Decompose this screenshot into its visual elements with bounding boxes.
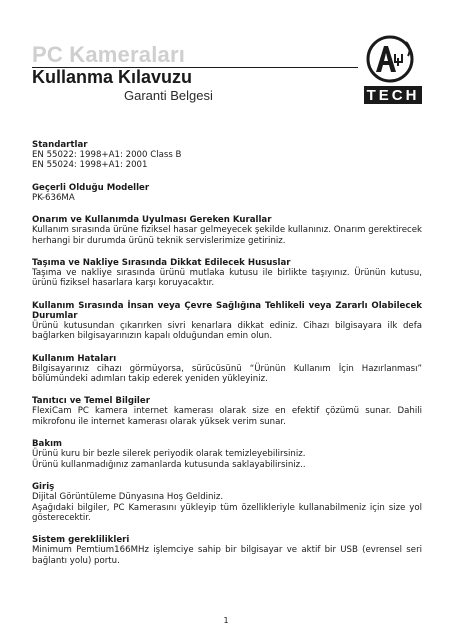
section-maintenance [32,439,422,470]
page-number: 1 [223,616,229,625]
section-heading: Giriş [32,482,55,493]
section-text: PK-636MA [32,192,75,203]
section-hazards [32,301,422,342]
section-heading: Tanıtıcı ve Temel Bilgiler [32,396,150,407]
product-title: PC Kameraları [32,42,186,67]
section-text: EN 55024: 1998+A1: 2001 [32,160,148,171]
section-text: Taşıma ve nakliye sırasında ürünü mutlaka kutusu ile birlikte taşıyınız. Ürünün kutusu, ürünü fiziksel hasarlara karşı koruyacaktır. [32,268,422,289]
section-text: Bilgisayarınız cihazı görmüyorsa, sürücüsünü “Ürünün Kullanım İçin Hazırlanması” bölümündeki adımları takip ederek yeniden yükleyiniz. [32,363,422,385]
section-repair-rules [32,215,422,246]
section-heading: Standartlar [32,140,88,150]
section-intro [32,482,422,523]
section-text: Dijital Görüntüleme Dünyasına Hoş Geldiniz. [32,492,224,503]
section-heading: Bakım [32,439,62,450]
section-heading: Onarım ve Kullanımda Uyulması Gereken Kurallar [32,215,272,226]
section-text: Ürünü kullanmadığınız zamanlarda kutusunda saklayabilirsiniz.. [32,459,306,470]
section-heading: Sistem gereklilikleri [32,535,130,546]
section-text: EN 55022: 1998+A1: 2000 Class B [32,150,182,160]
section-heading: Kullanım Hataları [32,353,117,364]
section-standards [32,140,422,171]
section-text: FlexiCam PC kamera internet kamerası olarak size en efektif çözümü sunar. Dahili mikrofonu ile internet kamerası olarak yüksek verim sunar. [32,406,422,427]
section-usage-errors [32,354,422,385]
page-subtitle: Garanti Belgesi [124,88,213,103]
section-text: Minimum Pemtium166MHz işlemciye sahip bir bilgisayar ve aktif bir USB (evrensel seri bağlantı yolu) portu. [32,545,422,566]
logo-wordmark: TECH [366,87,420,104]
section-heading: Geçerli Olduğu Modeller [32,182,150,193]
section-models [32,183,422,203]
page-title: Kullanma Kılavuzu [32,67,193,87]
section-text: Ürünü kutusundan çıkarırken sivri kenarlara dikkat ediniz. Cihazı bilgisayara ilk defa bağlarken bilgisayarınızın kapalı olduğundan emin olun. [32,320,422,342]
section-introduction-info [32,396,422,427]
section-text: Aşağıdaki bilgiler, PC Kamerasını yükleyip tüm özellikleriyle kullanabilmeniz için size yol gösterecektir. [32,502,422,523]
section-heading: Taşıma ve Nakliye Sırasında Dikkat Edilecek Hususlar [32,258,291,269]
section-text: Ürünü kuru bir bezle silerek periyodik olarak temizleyebilirsiniz. [32,449,306,460]
section-heading: Kullanım Sırasında İnsan veya Çevre Sağlığına Tehlikeli veya Zararlı Olabilecek Durumlar [32,300,422,321]
section-system-requirements [32,535,422,566]
section-transport [32,258,422,289]
section-text: Kullanım sırasında ürüne fiziksel hasar gelmeyecek şekilde kullanınız. Onarım gerektirecek herhangi bir durumda ürünü teknik servislerimize getiriniz. [32,225,422,246]
a4tech-logo-icon [362,32,424,108]
document-body [32,140,422,578]
